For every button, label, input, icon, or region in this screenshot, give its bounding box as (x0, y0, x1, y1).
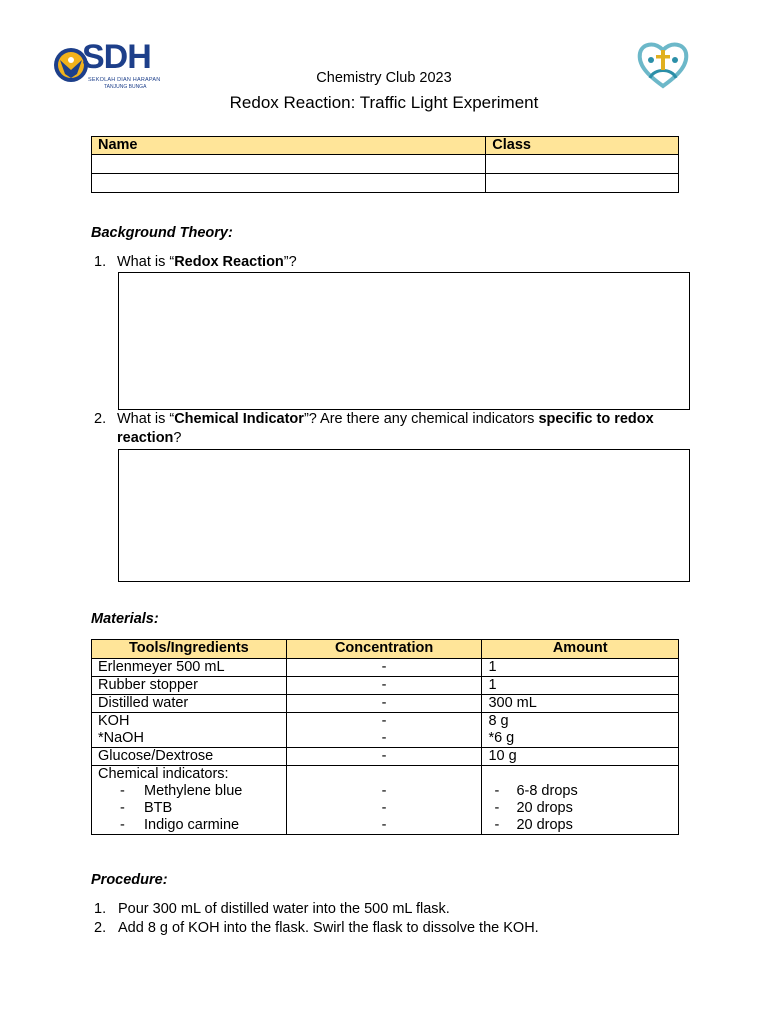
concentration-line: - (381, 713, 387, 729)
item-cell: Distilled water (92, 695, 287, 713)
concentration-line: - (381, 730, 387, 746)
name-header: Name (92, 137, 486, 155)
question-1 (94, 253, 694, 272)
question-text (117, 410, 687, 448)
table-row (92, 659, 679, 677)
question-number: 1. (94, 254, 107, 270)
concentration-line: - (381, 783, 387, 799)
concentration-cell: - (286, 748, 482, 766)
item-line: KOH (98, 713, 130, 729)
item-cell: Glucose/Dextrose (92, 748, 287, 766)
answer-box-2[interactable] (118, 449, 690, 582)
step-text: Pour 300 mL of distilled water into the 500 mL flask. (118, 901, 450, 917)
name-cell[interactable] (92, 155, 486, 174)
indicator-item (98, 783, 280, 800)
dash-bullet: - (120, 800, 125, 816)
question-text-part: What is “ (117, 411, 175, 427)
amount-cell: 300 mL (482, 695, 679, 713)
concentration-cell (286, 713, 482, 748)
table-row (92, 748, 679, 766)
question-number: 2. (94, 411, 107, 427)
question-text-part: ? (173, 430, 182, 446)
indicators-label: Chemical indicators: (98, 766, 229, 782)
concentration-line: - (381, 817, 387, 833)
class-header: Class (486, 137, 679, 155)
answer-box-1[interactable] (118, 272, 690, 410)
item-cell: Erlenmeyer 500 mL (92, 659, 287, 677)
concentration-cell (286, 766, 482, 835)
step-number: 1. (94, 901, 107, 917)
concentration-line: - (381, 800, 387, 816)
amount-cell (482, 766, 679, 835)
table-row (92, 695, 679, 713)
amount-cell: 1 (482, 659, 679, 677)
indicator-name: Indigo carmine (144, 817, 240, 833)
class-cell[interactable] (486, 174, 679, 193)
concentration-cell: - (286, 695, 482, 713)
question-text-part: ”? Are there any chemical indicators (303, 411, 539, 427)
step-number: 2. (94, 920, 107, 936)
concentration-cell: - (286, 659, 482, 677)
question-keyword: specific to redox reaction (117, 411, 654, 446)
amount-line: 20 drops (516, 800, 573, 816)
amount-line: *6 g (488, 730, 515, 746)
question-text (117, 253, 687, 272)
dash-bullet: - (120, 817, 125, 833)
materials-table (91, 639, 679, 835)
item-cell (92, 713, 287, 748)
step-text: Add 8 g of KOH into the flask. Swirl the flask to dissolve the KOH. (118, 920, 539, 936)
dash-bullet: - (494, 783, 500, 799)
logo-subtext-2: TANJUNG BUNGA (104, 84, 147, 90)
indicator-item (98, 800, 280, 817)
dash-bullet: - (494, 800, 500, 816)
item-cell (92, 766, 287, 835)
student-info-table (91, 136, 679, 193)
question-2 (94, 410, 694, 450)
amount-item (488, 800, 672, 817)
name-cell[interactable] (92, 174, 486, 193)
procedure-heading: Procedure: (91, 872, 168, 888)
amount-item (488, 783, 672, 800)
question-keyword: Redox Reaction (174, 254, 284, 270)
table-row (92, 677, 679, 695)
item-cell: Rubber stopper (92, 677, 287, 695)
background-theory-heading: Background Theory: (91, 225, 233, 241)
indicator-name: Methylene blue (144, 783, 243, 799)
materials-heading: Materials: (91, 611, 159, 627)
item-line: *NaOH (98, 730, 144, 746)
indicator-item (98, 817, 280, 834)
concentration-header: Concentration (286, 640, 482, 659)
dash-bullet: - (494, 817, 500, 833)
question-keyword: Chemical Indicator (174, 411, 304, 427)
table-row (92, 713, 679, 748)
procedure-step (94, 919, 694, 938)
amount-item (488, 817, 672, 834)
amount-cell: 10 g (482, 748, 679, 766)
indicator-name: BTB (144, 800, 173, 816)
concentration-cell: - (286, 677, 482, 695)
page-title: Redox Reaction: Traffic Light Experiment (229, 93, 539, 112)
tools-header: Tools/Ingredients (92, 640, 287, 659)
logo-subtext: SEKOLAH DIAN HARAPAN (88, 77, 161, 83)
question-text-part: ”? (283, 254, 297, 270)
amount-line: 6-8 drops (516, 783, 578, 799)
logo-wordmark: SDH (82, 38, 151, 76)
procedure-step (94, 900, 694, 919)
club-subtitle: Chemistry Club 2023 (316, 70, 452, 86)
amount-line: 20 drops (516, 817, 573, 833)
table-row (92, 766, 679, 835)
amount-cell: 1 (482, 677, 679, 695)
table-header-row (92, 640, 679, 659)
amount-cell (482, 713, 679, 748)
amount-header: Amount (482, 640, 679, 659)
class-cell[interactable] (486, 155, 679, 174)
dash-bullet: - (120, 783, 125, 799)
amount-line: 8 g (488, 713, 509, 729)
question-text-part: What is “ (117, 254, 175, 270)
